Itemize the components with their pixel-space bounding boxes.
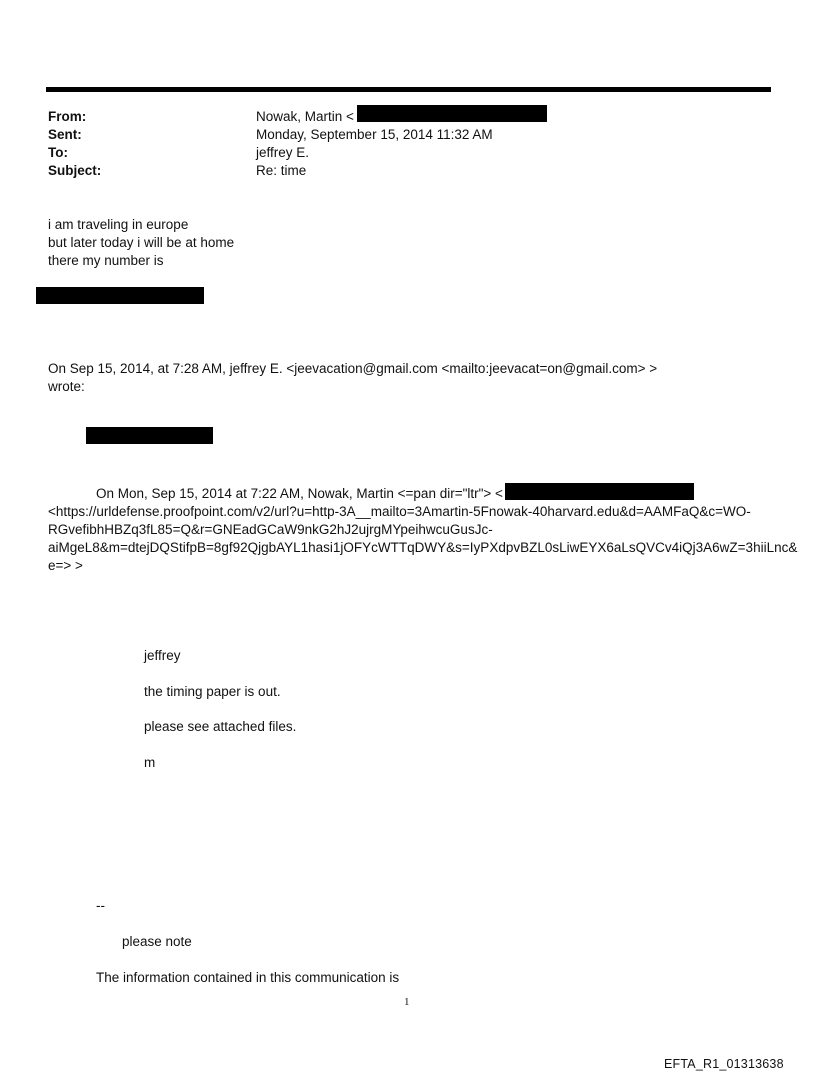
quote-attribution-line: On Sep 15, 2014, at 7:28 AM, jeffrey E. <jeevacation@gmail.com <mailto:jeevacat=on@gmail.com> > — [48, 361, 658, 376]
quote2-url-line: RGvefibhHBZq3fL85=Q&r=GNEadGCaW9nkG2hJ2ujrgMYpeihwcuGusJc- — [48, 522, 493, 537]
from-value: Nowak, Martin < — [256, 109, 354, 124]
body-line: there my number is — [48, 253, 164, 268]
body-line: but later today i will be at home — [48, 235, 235, 250]
quote2-url-line: <https://urldefense.proofpoint.com/v2/url?u=http-3A__mailto=3Amartin-5Fnowak-40harvard.edu&d=AAMFaQ&c=WO- — [48, 504, 751, 519]
signature-dashes: -- — [96, 898, 105, 913]
page-number: 1 — [404, 996, 410, 1008]
quote2-url-line: e=> > — [48, 558, 83, 573]
quote2-url-line: aiMgeL8&m=dtejDQStifpB=8gf92QjgbAYL1hasi1jOFYcWTTqDWY&s=IyPXdpvBZL0sLiwEYX6aLsQVCv4iQj3A6wZ=3hiiLnc& — [48, 540, 798, 555]
signature-disclaimer: The information contained in this communication is — [96, 970, 400, 985]
sent-label: Sent: — [48, 127, 82, 142]
inner-line: the timing paper is out. — [144, 684, 281, 699]
to-value: jeffrey E. — [256, 145, 310, 160]
redaction-phone-number — [36, 287, 204, 304]
body-line: i am traveling in europe — [48, 217, 189, 232]
inner-line: please see attached files. — [144, 719, 297, 734]
redaction-quoted-text — [86, 427, 213, 444]
redaction-from-email — [357, 105, 547, 122]
quote-attribution-wrote: wrote: — [48, 379, 85, 394]
redaction-quote2-email — [505, 483, 694, 500]
subject-label: Subject: — [48, 163, 102, 178]
subject-value: Re: time — [256, 163, 307, 178]
to-label: To: — [48, 145, 68, 160]
quote2-attribution-line: On Mon, Sep 15, 2014 at 7:22 AM, Nowak, Martin <=pan dir="ltr"> < — [96, 486, 503, 501]
from-label: From: — [48, 109, 87, 124]
document-id-footer: EFTA_R1_01313638 — [664, 1057, 784, 1071]
signature-note: please note — [122, 934, 192, 949]
inner-greeting: jeffrey — [144, 648, 181, 663]
inner-signoff: m — [144, 755, 156, 770]
sent-value: Monday, September 15, 2014 11:32 AM — [256, 127, 493, 142]
header-rule — [46, 87, 771, 92]
